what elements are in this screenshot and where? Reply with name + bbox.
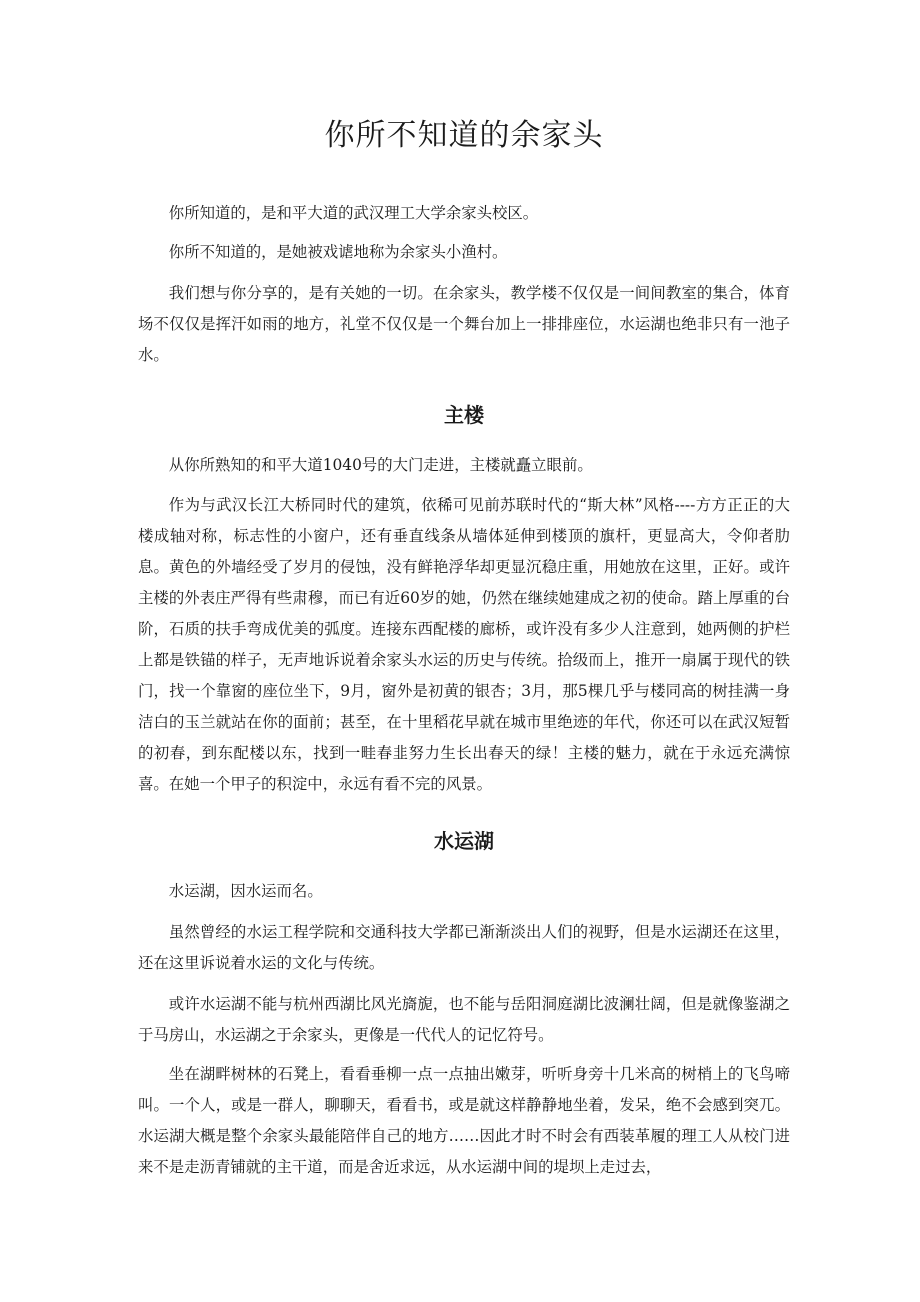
- intro-paragraph: 你所知道的，是和平大道的武汉理工大学余家头校区。: [168, 204, 539, 222]
- intro-paragraph: 你所不知道的，是她被戏谑地称为余家头小渔村。: [168, 243, 508, 261]
- section-paragraph: 从你所熟知的和平大道1040号的大门走进，主楼就矗立眼前。: [168, 456, 593, 474]
- section-paragraph: 水运湖，因水运而名。: [168, 882, 323, 900]
- section-heading-shuiyun-lake: 水运湖: [434, 829, 494, 853]
- document-title: 你所不知道的余家头: [324, 118, 604, 153]
- section-paragraph: 或许水运湖不能与杭州西湖比风光旖旎，也不能与岳阳洞庭湖比波澜壮阔，但是就像鉴湖之于马房山，水运湖之于余家头，更像是一代代人的记忆符号。: [138, 995, 790, 1044]
- section-paragraph: 虽然曾经的水运工程学院和交通科技大学都已渐渐淡出人们的视野，但是水运湖还在这里，还在这里诉说着水运的文化与传统。: [138, 923, 790, 972]
- intro-paragraph: 我们想与你分享的，是有关她的一切。在余家头，教学楼不仅仅是一间间教室的集合，体育场不仅仅是挥汗如雨的地方，礼堂不仅仅是一个舞台加上一排排座位，水运湖也绝非只有一池子水。: [138, 284, 790, 364]
- section-paragraph: 坐在湖畔树林的石凳上，看看垂柳一点一点抽出嫩芽，听听身旁十几米高的树梢上的飞鸟啼叫。一个人，或是一群人，聊聊天，看看书，或是就这样静静地坐着，发呆，绝不会感到突兀。水运湖大概是整个余家头最能陪伴自己的地方……因此才时不时会有西装革履的理工人从校门进来不是走沥青铺就的主干道，而是舍近求远，从水运湖中间的堤坝上走过去，: [138, 1065, 790, 1176]
- section-paragraph: 作为与武汉长江大桥同时代的建筑，依稀可见前苏联时代的“斯大林”风格----方方正正的大楼成轴对称，标志性的小窗户，还有垂直线条从墙体延伸到楼顶的旗杆，更显高大，令仰者肋息。黄色的外墙经受了岁月的侵蚀，没有鲜艳浮华却更显沉稳庄重，用她放在这里，正好。或许主楼的外表庄严得有些肃穆，而已有近60岁的她，仍然在继续她建成之初的使命。踏上厚重的台阶，石质的扶手弯成优美的弧度。连接东西配楼的廊桥，或许没有多少人注意到，她两侧的护栏上都是铁锚的样子，无声地诉说着余家头水运的历史与传统。拾级而上，推开一扇属于现代的铁门，找一个靠窗的座位坐下，9月，窗外是初黄的银杏；3月，那5棵几乎与楼同高的树挂满一身洁白的玉兰就站在你的面前；甚至，在十里稻花早就在城市里绝迹的年代，你还可以在武汉短暂的初春，到东配楼以东，找到一畦春韭努力生长出春天的绿！主楼的魅力，就在于永远充满惊喜。在她一个甲子的积淀中，永远有看不完的风景。: [138, 496, 790, 793]
- section-heading-main-building: 主楼: [444, 403, 484, 427]
